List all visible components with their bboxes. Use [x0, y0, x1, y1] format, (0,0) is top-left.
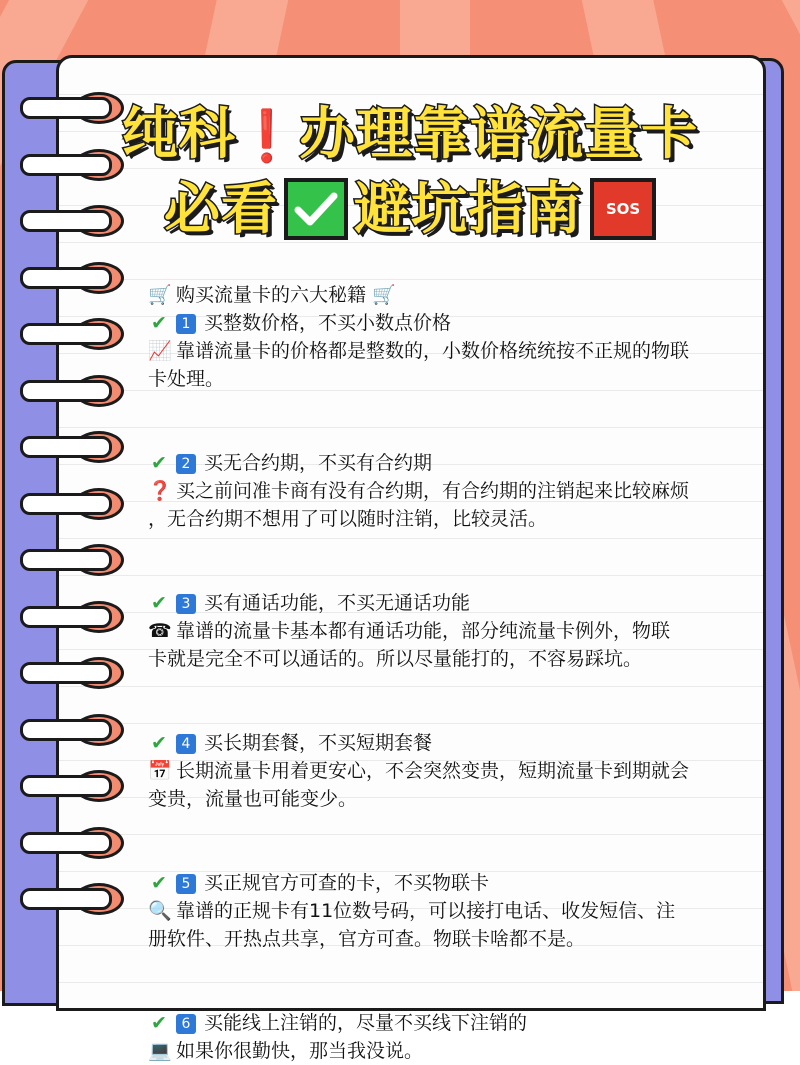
title-text-2b: 避坑指南 — [354, 177, 582, 242]
tip-body-line-1 — [148, 757, 738, 785]
title-line-1 — [100, 103, 720, 168]
check-icon: ✔ — [151, 732, 167, 754]
title-line-2 — [100, 178, 720, 244]
tip-body-line-1 — [148, 337, 738, 365]
tip-body-text: 长期流量卡用着更安心，不会突然变贵，短期流量卡到期就会 — [176, 760, 690, 782]
sos-icon: SOS — [590, 178, 656, 240]
tip-body-text: 靠谱的流量卡基本都有通话功能，部分纯流量卡例外，物联 — [176, 620, 671, 642]
tip-title-text: 买整数价格，不买小数点价格 — [204, 312, 452, 334]
tip-title-text: 买能线上注销的，尽量不买线下注销的 — [204, 1012, 528, 1034]
magnifier-icon: 🔍 — [148, 900, 172, 922]
tips-content — [148, 281, 738, 1065]
spiral-ring — [14, 201, 112, 235]
laptop-icon: 💻 — [148, 1040, 172, 1062]
tip-body-line-1 — [148, 617, 738, 645]
tip-body-line-2: 变贵，流量也可能变少。 — [148, 788, 358, 810]
number-badge: 2 — [176, 454, 196, 474]
tip-body-text: 靠谱流量卡的价格都是整数的，小数价格统统按不正规的物联 — [176, 340, 690, 362]
tip-title — [148, 449, 738, 477]
spiral-ring — [14, 653, 112, 687]
check-icon: ✔ — [151, 452, 167, 474]
tip-body-text: 买之前问准卡商有没有合约期，有合约期的注销起来比较麻烦 — [176, 480, 690, 502]
number-badge: 6 — [176, 1014, 196, 1034]
tip-title — [148, 309, 738, 337]
tip-item — [148, 729, 738, 869]
title-text-1b: 办理靠谱流量卡 — [299, 102, 699, 167]
spiral-ring — [14, 540, 112, 574]
check-icon: ✔ — [151, 592, 167, 614]
spiral-ring — [14, 766, 112, 800]
check-icon: ✔ — [151, 312, 167, 334]
tip-item — [148, 589, 738, 729]
spiral-ring — [14, 88, 112, 122]
spiral-ring — [14, 710, 112, 744]
tips-list — [148, 309, 738, 1065]
tip-item — [148, 1009, 738, 1065]
tip-title-text: 买长期套餐，不买短期套餐 — [204, 732, 433, 754]
tip-body-text: 如果你很勤快，那当我没说。 — [176, 1040, 424, 1062]
spiral-ring — [14, 314, 112, 348]
spiral-ring — [14, 427, 112, 461]
tip-title-text: 买正规官方可查的卡，不买物联卡 — [204, 872, 490, 894]
tip-title — [148, 1009, 738, 1037]
shopping-cart-icon: 🛒 — [372, 284, 396, 306]
question-icon: ❓ — [148, 480, 172, 502]
tip-item — [148, 869, 738, 1009]
tips-heading — [148, 281, 738, 309]
check-icon: ✔ — [151, 872, 167, 894]
shopping-cart-icon: 🛒 — [148, 284, 172, 306]
tip-title — [148, 869, 738, 897]
title-text-1a: 纯科 — [121, 102, 236, 167]
tip-body-line-2: 卡处理。 — [148, 368, 225, 390]
tip-title — [148, 729, 738, 757]
check-icon: ✔ — [151, 1012, 167, 1034]
tip-title-text: 买有通话功能，不买无通话功能 — [204, 592, 471, 614]
tip-body-line-1 — [148, 1037, 738, 1065]
spiral-ring — [14, 879, 112, 913]
check-mark-icon — [284, 178, 348, 240]
calendar-icon: 📅 — [148, 760, 172, 782]
spiral-ring — [14, 258, 112, 292]
number-badge: 5 — [176, 874, 196, 894]
tip-body-line-2: 卡就是完全不可以通话的。所以尽量能打的，不容易踩坑。 — [148, 648, 643, 670]
tip-title-text: 买无合约期，不买有合约期 — [204, 452, 433, 474]
tip-body-line-1 — [148, 477, 738, 505]
chart-icon: 📈 — [148, 340, 172, 362]
number-badge: 1 — [176, 314, 196, 334]
telephone-icon: ☎ — [148, 620, 172, 642]
tip-title — [148, 589, 738, 617]
title-text-2a: 必看 — [164, 177, 278, 242]
number-badge: 4 — [176, 734, 196, 754]
heading-text: 购买流量卡的六大秘籍 — [176, 284, 367, 306]
tip-body-line-1 — [148, 897, 738, 925]
tip-body-line-2: 册软件、开热点共享，官方可查。物联卡啥都不是。 — [148, 928, 586, 950]
spiral-ring — [14, 371, 112, 405]
tip-item — [148, 449, 738, 589]
spiral-ring — [14, 145, 112, 179]
tip-item — [148, 309, 738, 449]
spiral-ring — [14, 597, 112, 631]
spiral-ring — [14, 484, 112, 518]
number-badge: 3 — [176, 594, 196, 614]
tip-body-text: 靠谱的正规卡有11位数号码，可以接打电话、收发短信、注 — [176, 900, 676, 922]
spiral-ring — [14, 823, 112, 857]
exclamation-icon: ❗ — [235, 107, 300, 165]
tip-body-line-2: ，无合约期不想用了可以随时注销，比较灵活。 — [148, 508, 548, 530]
